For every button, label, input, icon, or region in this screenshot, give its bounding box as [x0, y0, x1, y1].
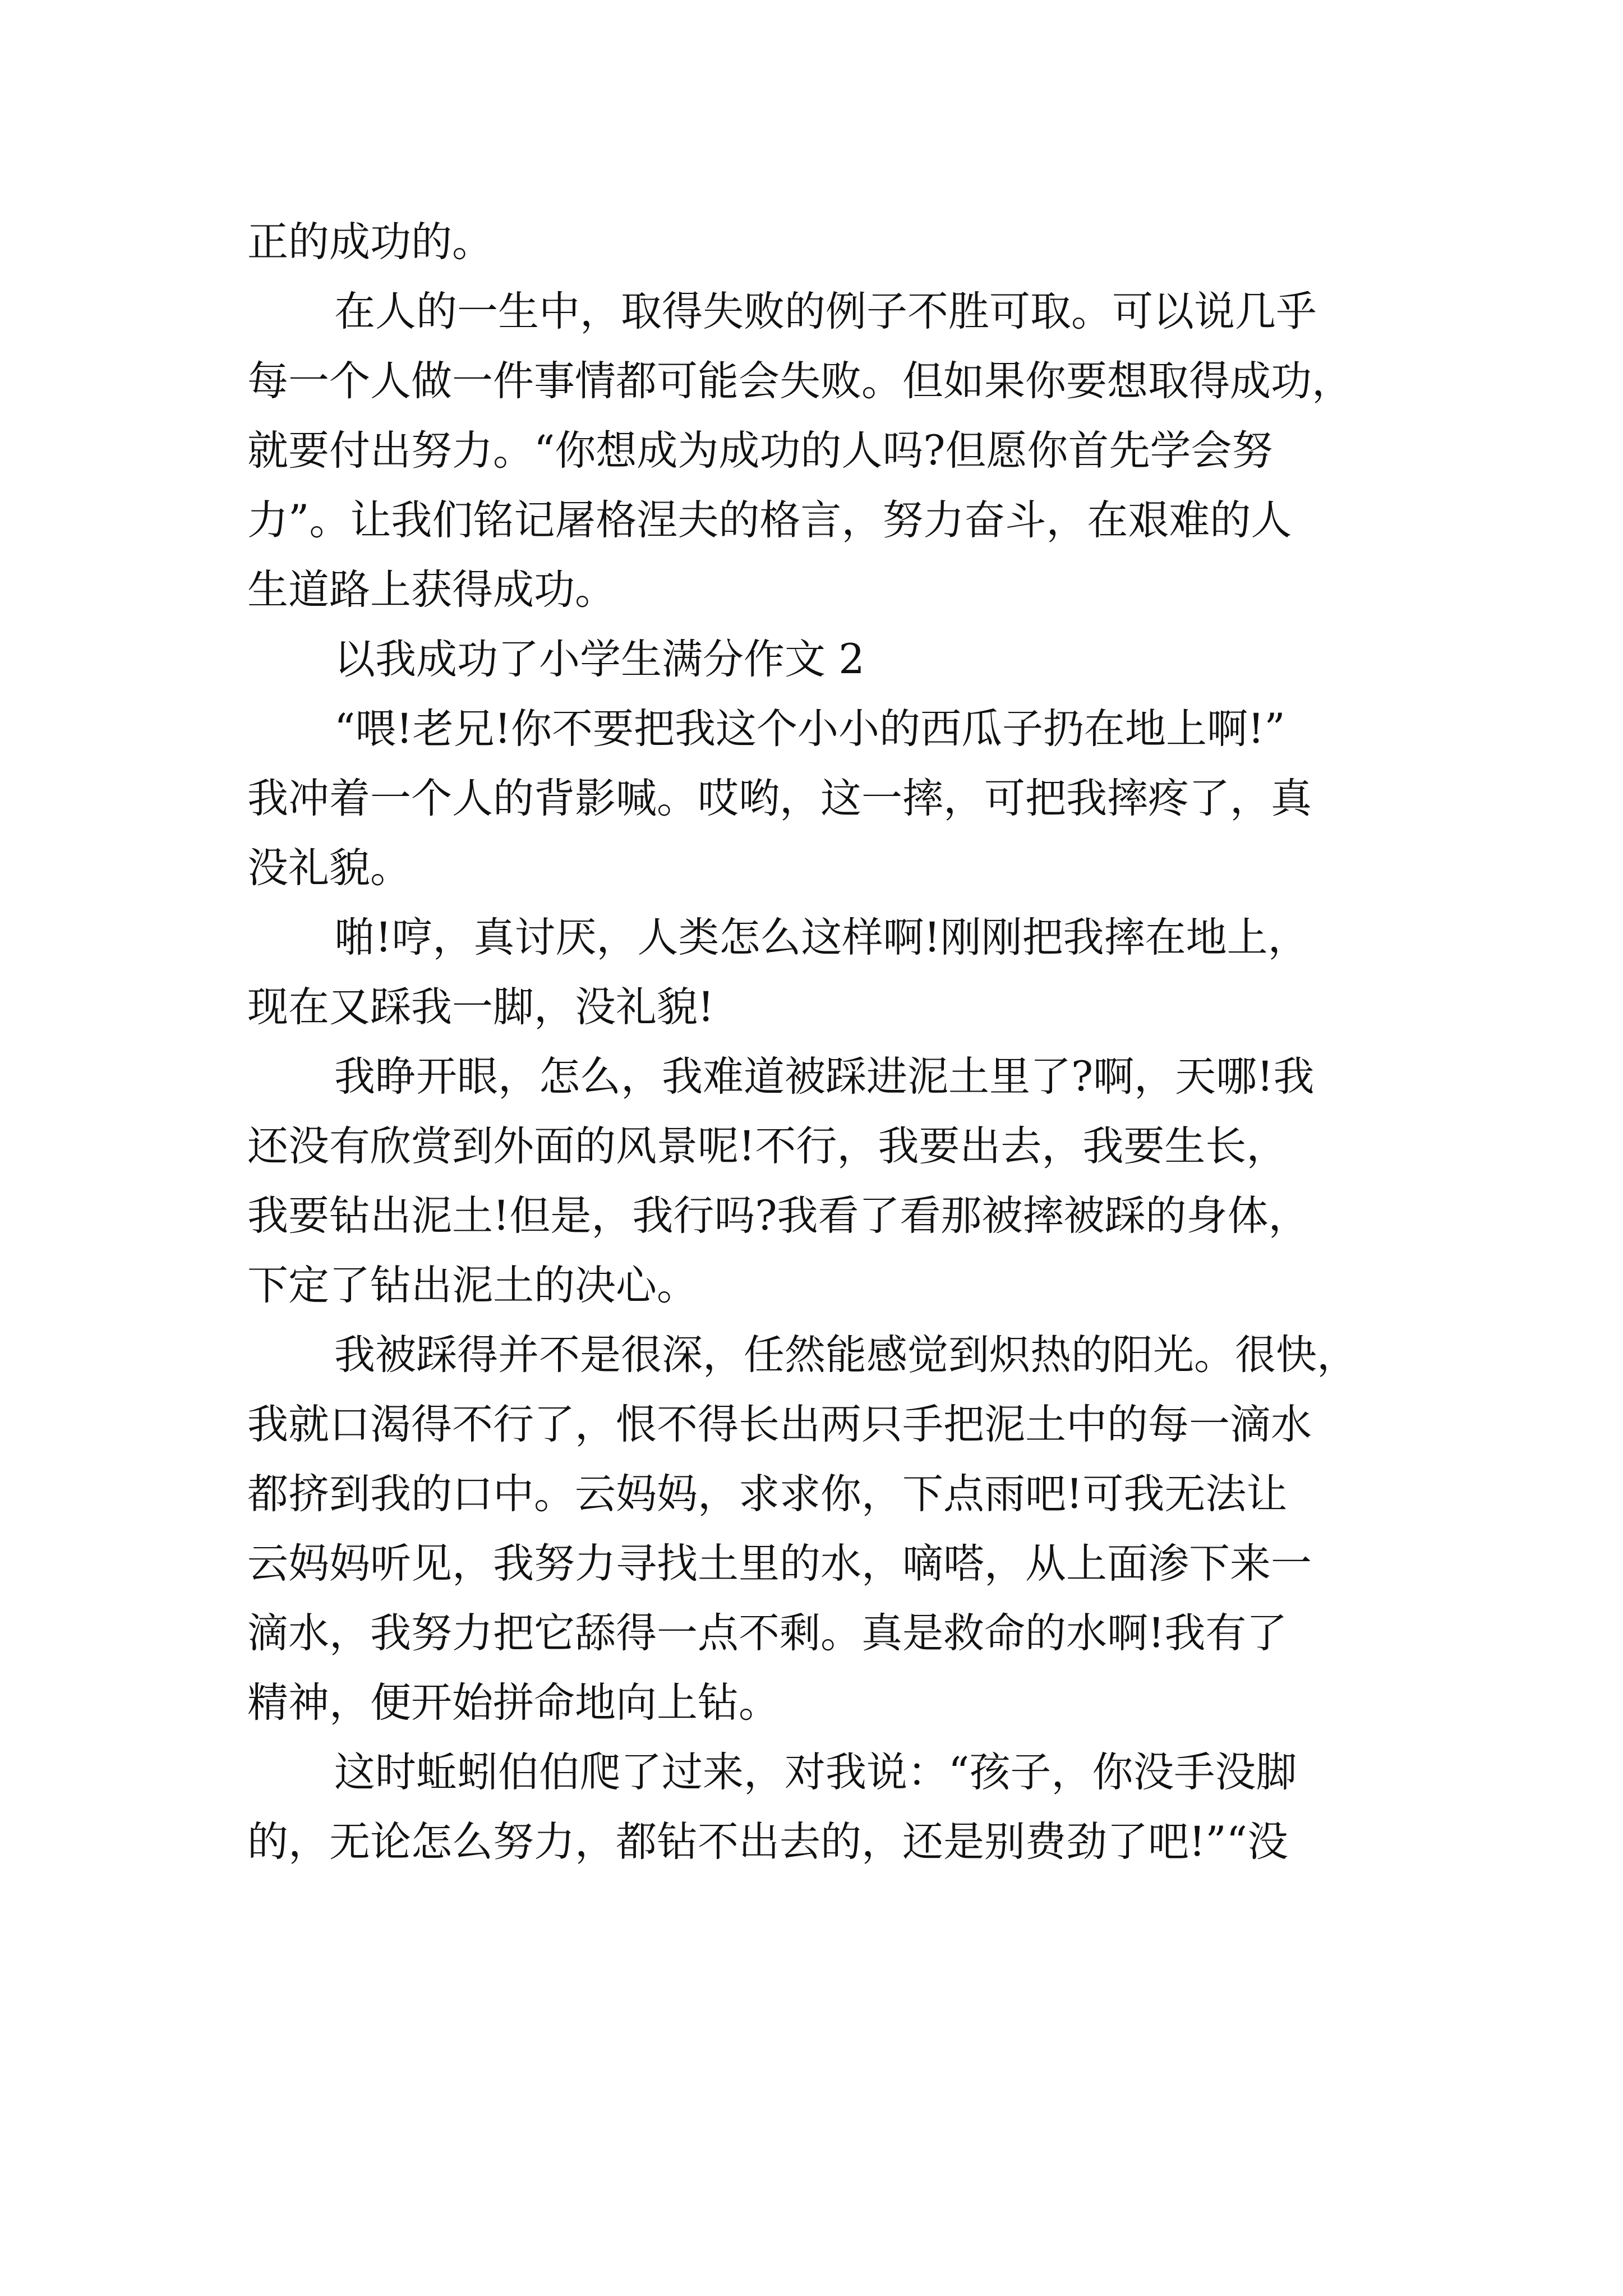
text-line: 都挤到我的口中。云妈妈，求求你，下点雨吧!可我无法让 — [247, 1470, 1288, 1518]
text-line: 下定了钻出泥土的决心。 — [247, 1262, 698, 1309]
text-line: 我被踩得并不是很深，任然能感觉到炽热的阳光。很快， — [334, 1331, 1358, 1379]
text-line: 啪!哼，真讨厌，人类怎么这样啊!刚刚把我摔在地上， — [334, 914, 1309, 961]
text-line: 正的成功的。 — [247, 218, 493, 266]
text-line: 精神，便开始拼命地向上钻。 — [247, 1679, 780, 1727]
text-line: “喂!老兄!你不要把我这个小小的西瓜子扔在地上啊!” — [334, 705, 1285, 753]
text-line: 现在又踩我一脚，没礼貌! — [247, 983, 714, 1031]
text-line: 力”。让我们铭记屠格涅夫的格言，努力奋斗，在艰难的人 — [247, 496, 1292, 544]
text-line: 我睁开眼，怎么，我难道被踩进泥土里了?啊，天哪!我 — [334, 1053, 1315, 1101]
text-line: 我冲着一个人的背影喊。哎哟，这一摔，可把我摔疼了，真 — [247, 775, 1312, 822]
text-line: 生道路上获得成功。 — [247, 566, 616, 614]
essay-text — [247, 208, 1414, 1877]
text-line: 每一个人做一件事情都可能会失败。但如果你要想取得成功， — [247, 357, 1353, 405]
text-line: 还没有欣赏到外面的风景呢!不行，我要出去，我要生长， — [247, 1122, 1288, 1170]
text-line: 的，无论怎么努力，都钻不出去的，还是别费劲了吧!”“没 — [247, 1818, 1288, 1866]
text-line: 就要付出努力。“你想成为成功的人吗?但愿你首先学会努 — [247, 427, 1273, 475]
text-line: 滴水，我努力把它舔得一点不剩。真是救命的水啊!我有了 — [247, 1609, 1288, 1657]
text-line: 这时蚯蚓伯伯爬了过来，对我说：“孩子，你没手没脚 — [334, 1749, 1297, 1796]
text-line: 我要钻出泥土!但是，我行吗?我看了看那被摔被踩的身体， — [247, 1192, 1310, 1240]
text-line: 我就口渴得不行了，恨不得长出两只手把泥土中的每一滴水 — [247, 1401, 1312, 1448]
text-line: 在人的一生中，取得失败的例子不胜可取。可以说几乎 — [334, 288, 1317, 335]
section-title: 以我成功了小学生满分作文 2 — [334, 636, 865, 683]
text-line: 没礼貌。 — [247, 844, 411, 892]
text-line: 云妈妈听见，我努力寻找土里的水，嘀嗒，从上面渗下来一 — [247, 1540, 1312, 1588]
